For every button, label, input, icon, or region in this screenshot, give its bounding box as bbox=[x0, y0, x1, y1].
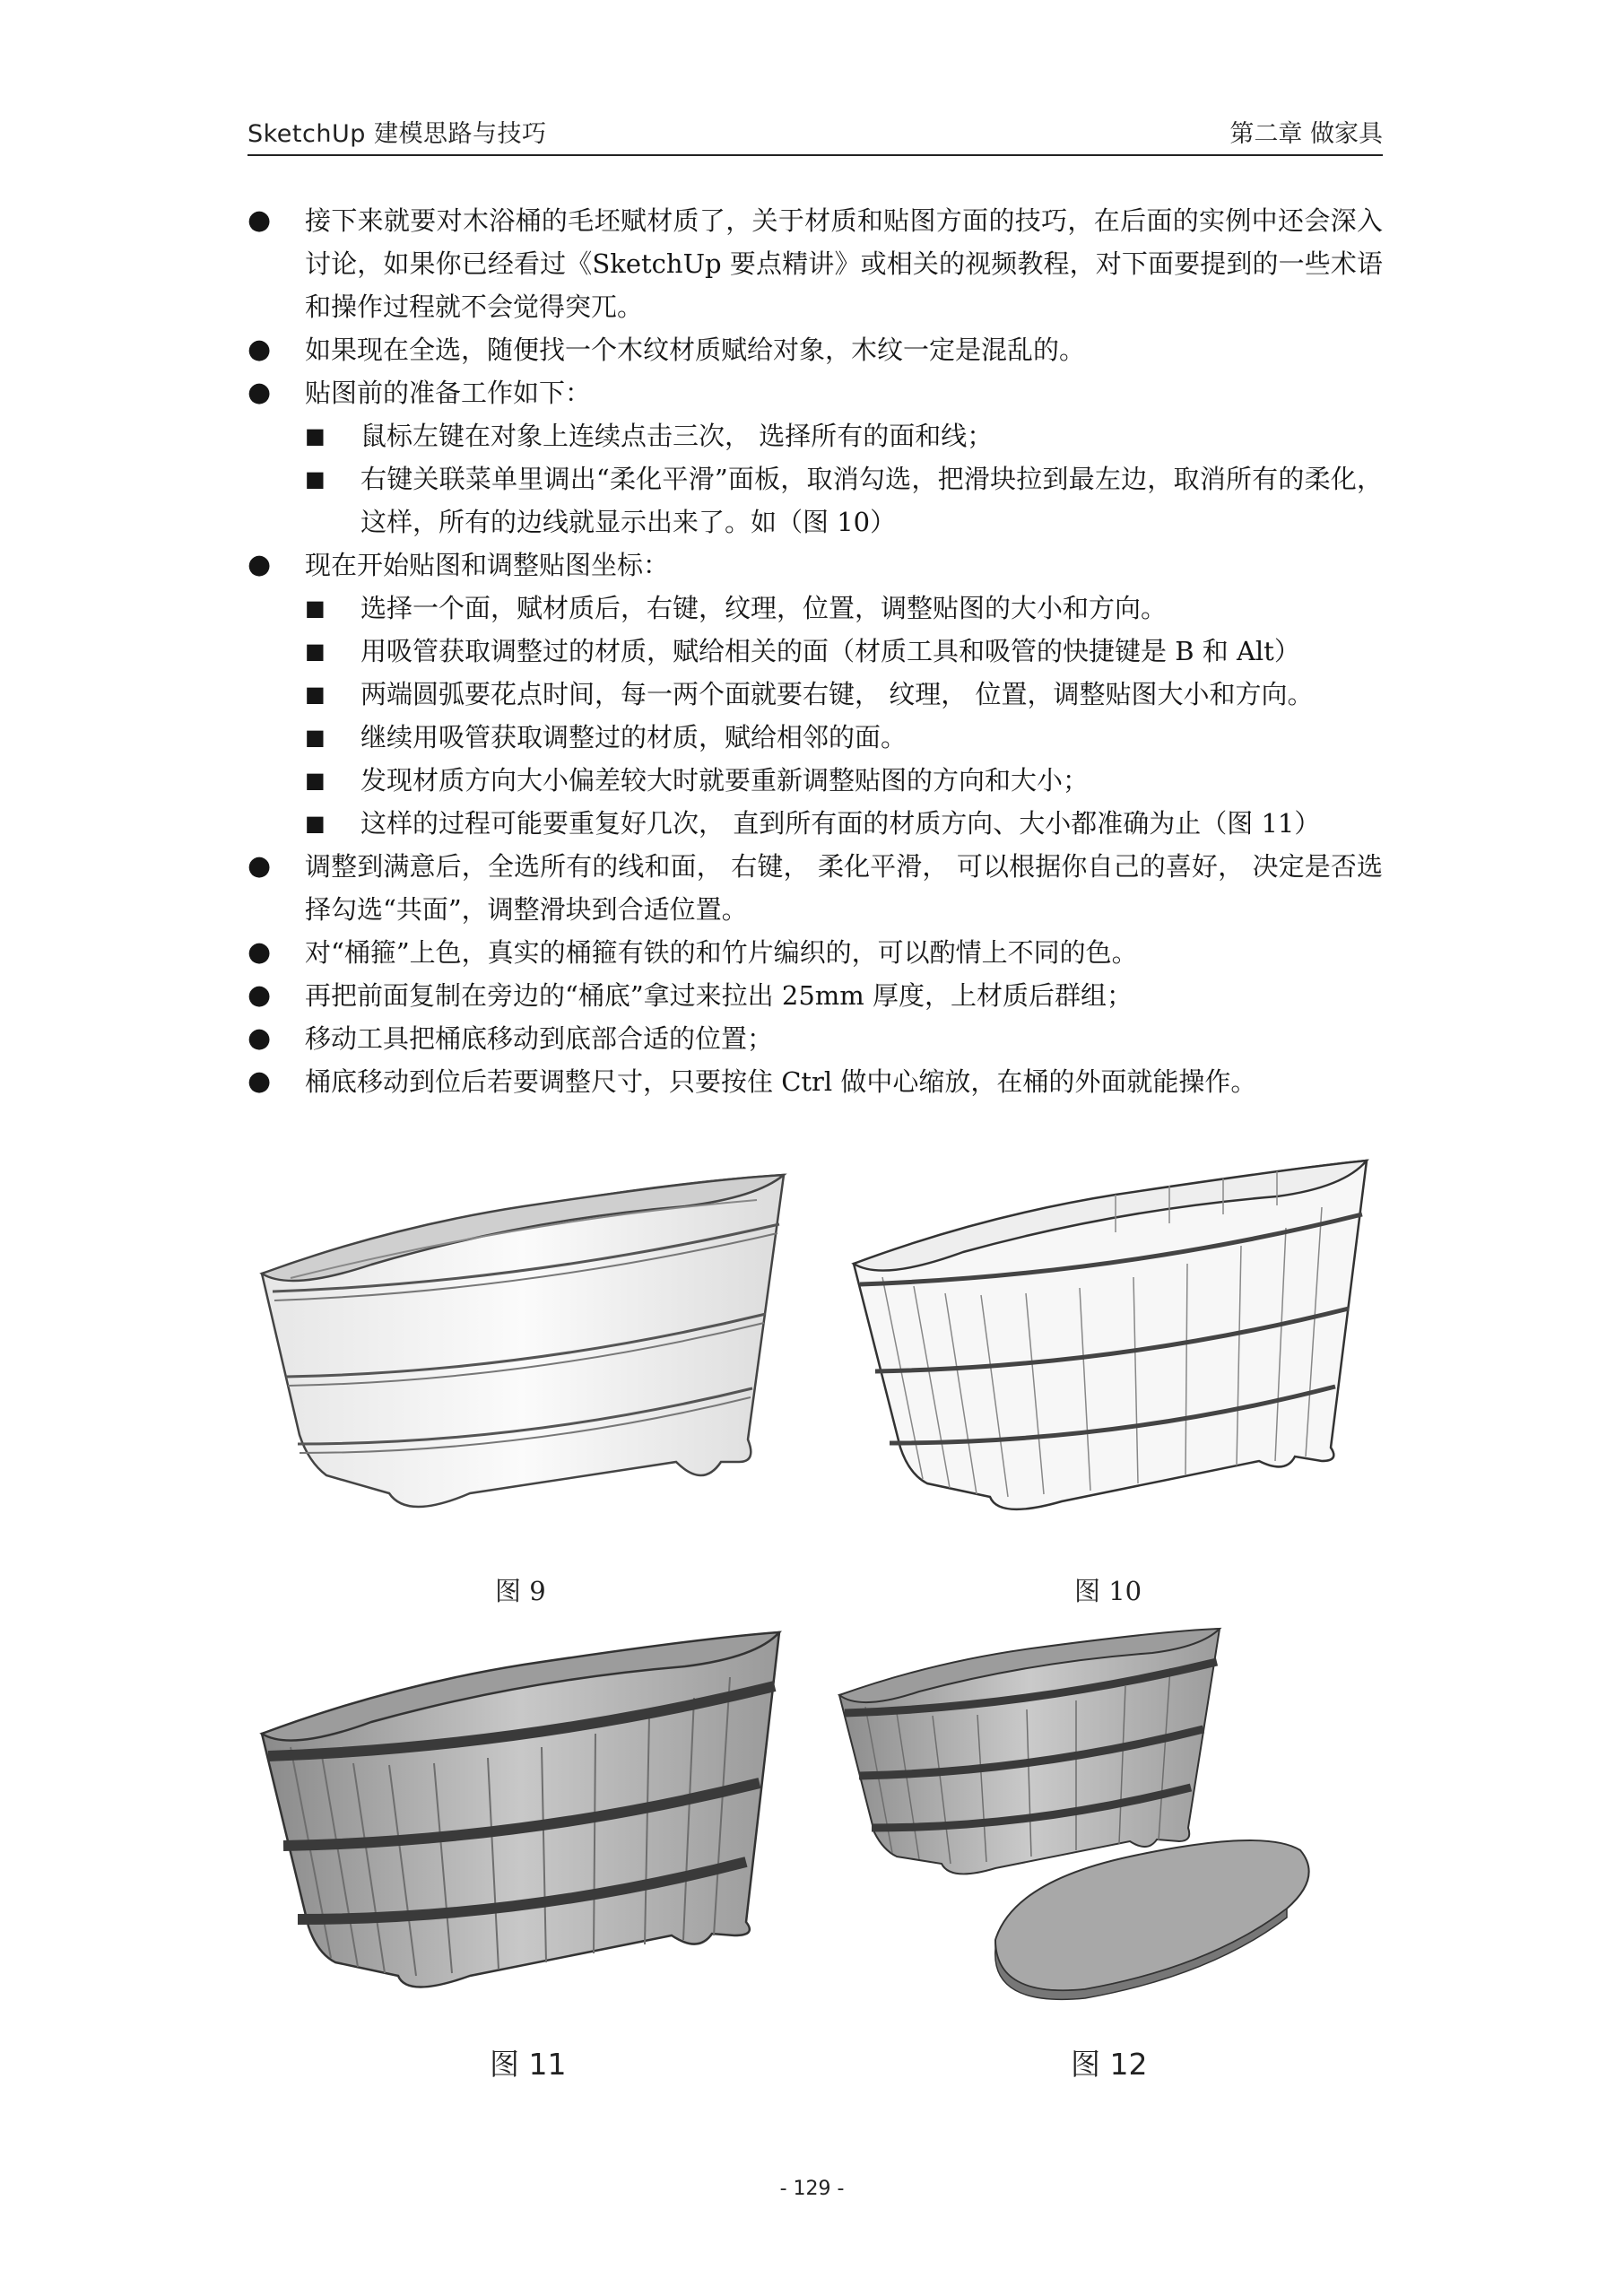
item-text: 鼠标左键在对象上连续点击三次， 选择所有的面和线； bbox=[360, 421, 994, 451]
item-text: 右键关联菜单里调出“柔化平滑”面板，取消勾选，把滑块拉到最左边，取消所有的柔化，这样，所有的边线就显示出来了。如（图 10） bbox=[360, 464, 1383, 537]
figure-10-edges-tub bbox=[847, 1152, 1385, 1555]
sub-bullet-item bbox=[248, 759, 1383, 802]
bullet-square: ■ bbox=[305, 725, 326, 750]
book-title: SketchUp 建模思路与技巧 bbox=[248, 120, 547, 148]
page-number: - 129 - bbox=[779, 2178, 845, 2200]
bullet-item bbox=[248, 1017, 1383, 1060]
bullet-item bbox=[248, 931, 1383, 974]
figure-10-caption: 图 10 bbox=[1074, 1576, 1142, 1606]
item-text: 如果现在全选，随便找一个木纹材质赋给对象，木纹一定是混乱的。 bbox=[305, 335, 1086, 365]
item-text: 接下来就要对木浴桶的毛坯赋材质了，关于材质和贴图方面的技巧，在后面的实例中还会深入讨论，如果你已经看过《SketchUp 要点精讲》或相关的视频教程，对下面要提到的一些术语和操作过程就不会觉得突兀。 bbox=[305, 205, 1383, 322]
item-text: 桶底移动到位后若要调整尺寸，只要按住 Ctrl 做中心缩放，在桶的外面就能操作。 bbox=[305, 1066, 1257, 1097]
bullet-dot: ● bbox=[248, 1022, 272, 1054]
figure-12-tub-and-bottom bbox=[834, 1622, 1354, 2016]
bullet-square: ■ bbox=[305, 596, 326, 621]
bullet-dot: ● bbox=[248, 377, 272, 408]
bullet-item bbox=[248, 845, 1383, 931]
sub-bullet-item bbox=[248, 630, 1383, 673]
bullet-item bbox=[248, 544, 1383, 587]
bullet-dot: ● bbox=[248, 979, 272, 1011]
sub-bullet-item bbox=[248, 587, 1383, 630]
figure-11-textured-tub bbox=[255, 1622, 793, 2034]
figure-12-caption: 图 12 bbox=[1071, 2047, 1148, 2082]
item-text: 贴图前的准备工作如下： bbox=[305, 378, 592, 408]
item-text: 调整到满意后，全选所有的线和面， 右键， 柔化平滑， 可以根据你自己的喜好， 决定是否选择勾选“共面”，调整滑块到合适位置。 bbox=[305, 851, 1383, 925]
sub-bullet-item bbox=[248, 673, 1383, 716]
bullet-dot: ● bbox=[248, 1065, 272, 1097]
bullet-item bbox=[248, 974, 1383, 1017]
chapter-title: 第二章 做家具 bbox=[1229, 120, 1383, 148]
figure-9-caption: 图 9 bbox=[495, 1576, 546, 1606]
sub-bullet-item bbox=[248, 414, 1383, 457]
sub-bullet-item bbox=[248, 802, 1383, 845]
item-text: 选择一个面，赋材质后，右键，纹理，位置，调整贴图的大小和方向。 bbox=[360, 593, 1168, 623]
bullet-square: ■ bbox=[305, 466, 326, 491]
bullet-item bbox=[248, 328, 1383, 371]
sub-bullet-item bbox=[248, 716, 1383, 759]
body-text bbox=[248, 199, 1383, 1103]
sub-bullet-item bbox=[248, 457, 1383, 544]
running-header bbox=[248, 115, 1383, 156]
bullet-dot: ● bbox=[248, 204, 272, 236]
item-text: 两端圆弧要花点时间，每一两个面就要右键， 纹理， 位置，调整贴图大小和方向。 bbox=[360, 679, 1314, 709]
bullet-square: ■ bbox=[305, 682, 326, 707]
item-text: 现在开始贴图和调整贴图坐标： bbox=[305, 550, 670, 580]
bullet-item bbox=[248, 1060, 1383, 1103]
bullet-square: ■ bbox=[305, 639, 326, 664]
figure-11-caption: 图 11 bbox=[490, 2047, 567, 2082]
bullet-square: ■ bbox=[305, 811, 326, 836]
bullet-dot: ● bbox=[248, 334, 272, 365]
item-text: 再把前面复制在旁边的“桶底”拿过来拉出 25mm 厚度，上材质后群组； bbox=[305, 980, 1133, 1011]
item-text: 用吸管获取调整过的材质，赋给相关的面（材质工具和吸管的快捷键是 B 和 Alt） bbox=[360, 636, 1300, 666]
figure-9-plain-tub bbox=[255, 1166, 793, 1561]
bullet-item bbox=[248, 199, 1383, 328]
bullet-dot: ● bbox=[248, 549, 272, 580]
bullet-dot: ● bbox=[248, 850, 272, 882]
bullet-dot: ● bbox=[248, 936, 272, 968]
item-text: 这样的过程可能要重复好几次， 直到所有面的材质方向、大小都准确为止（图 11） bbox=[360, 808, 1321, 839]
item-text: 继续用吸管获取调整过的材质，赋给相邻的面。 bbox=[360, 722, 908, 752]
item-text: 移动工具把桶底移动到底部合适的位置； bbox=[305, 1023, 774, 1054]
bullet-item bbox=[248, 371, 1383, 414]
bullet-square: ■ bbox=[305, 768, 326, 793]
item-text: 对“桶箍”上色，真实的桶箍有铁的和竹片编织的，可以酌情上不同的色。 bbox=[305, 937, 1138, 968]
item-text: 发现材质方向大小偏差较大时就要重新调整贴图的方向和大小； bbox=[360, 765, 1090, 796]
bullet-square: ■ bbox=[305, 423, 326, 448]
